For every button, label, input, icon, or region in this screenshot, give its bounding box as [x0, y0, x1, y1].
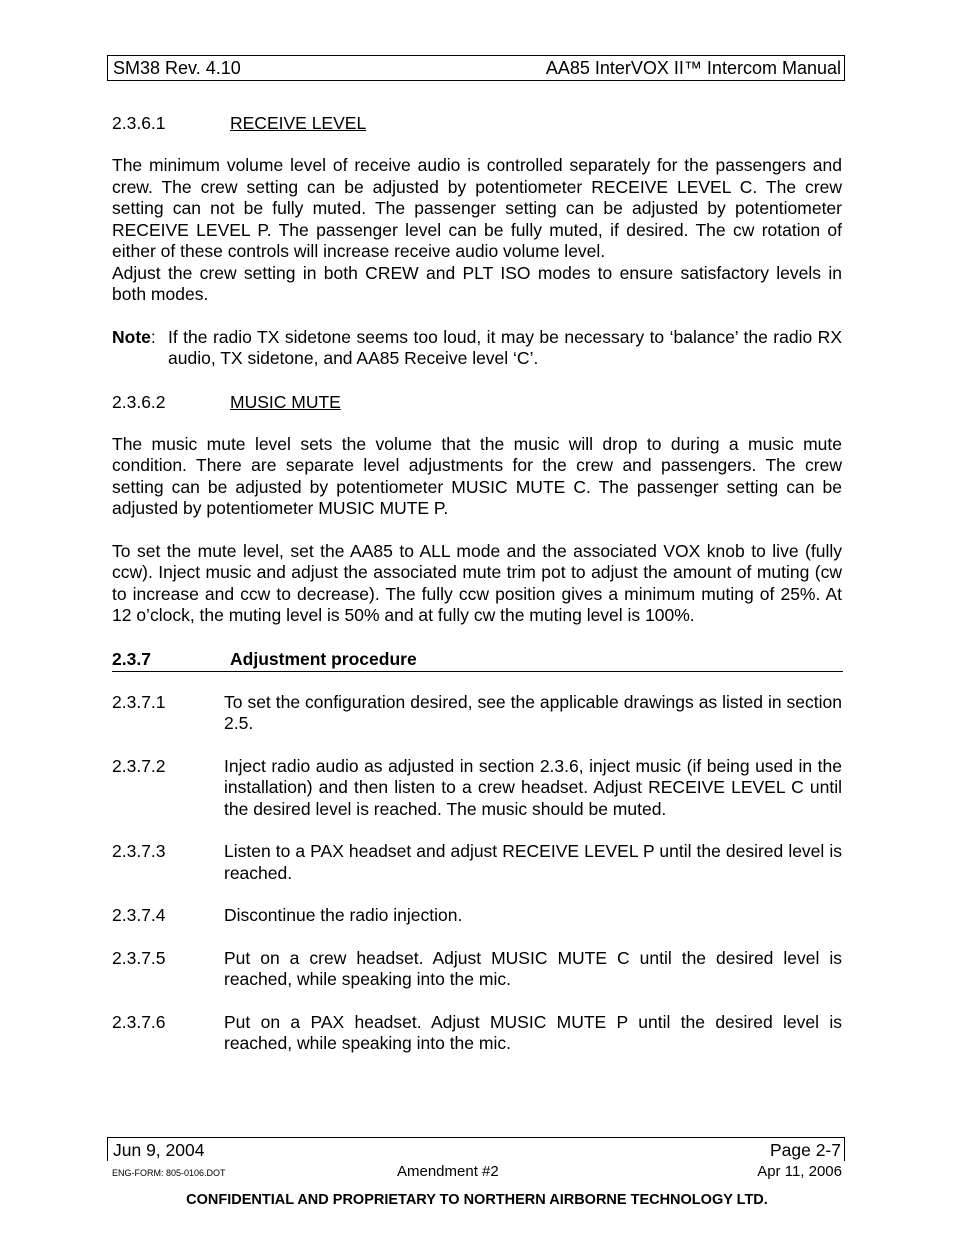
document-id: SM38 Rev. 4.10 — [113, 58, 241, 78]
amendment: Amendment #2 — [397, 1163, 499, 1180]
manual-title: AA85 InterVOX II™ Intercom Manual — [545, 58, 841, 78]
section-title: Adjustment procedure — [230, 648, 417, 669]
note-text: If the radio TX sidetone seems too loud, it may be necessary to ‘balance’ the radio RX audio, TX sidetone, and AA85 Receive level ‘C’. — [168, 326, 842, 368]
step-number: 2.3.7.2 — [112, 755, 166, 776]
procedure-step — [112, 841, 842, 884]
procedure-step — [112, 948, 842, 991]
section-title: RECEIVE LEVEL — [230, 113, 367, 133]
section-number: 2.3.7 — [112, 648, 151, 669]
section-heading-2362 — [112, 391, 842, 413]
page-footer — [107, 1137, 845, 1161]
section-number: 2.3.6.2 — [112, 391, 166, 412]
step-number: 2.3.7.3 — [112, 841, 166, 861]
section-heading-237 — [112, 648, 843, 672]
section-number: 2.3.6.1 — [112, 113, 166, 133]
step-number: 2.3.7.4 — [112, 905, 166, 925]
issue-date: Jun 9, 2004 — [113, 1140, 205, 1160]
step-text: Put on a crew headset. Adjust MUSIC MUTE C until the desired level is reached, while speaking into the mic. — [224, 947, 842, 989]
form-id: ENG-FORM: 805-0106.DOT — [112, 1168, 226, 1178]
step-text: Discontinue the radio injection. — [224, 905, 463, 925]
footer-meta — [107, 1161, 845, 1187]
procedure-step — [112, 1012, 842, 1055]
procedure-step — [112, 692, 842, 735]
step-number: 2.3.7.6 — [112, 1011, 166, 1032]
procedure-step — [112, 905, 842, 927]
step-text: Listen to a PAX headset and adjust RECEIVE LEVEL P until the desired level is reached. — [224, 841, 842, 883]
paragraph: The minimum volume level of receive audio is controlled separately for the passengers and crew. The crew setting can be adjusted by potentiometer RECEIVE LEVEL C. The crew setting can not be fully muted. The passenger setting can be adjusted by potentiometer RECEIVE LEVEL P. The passenger level can be fully muted, if desired. The cw rotation of either of these controls will increase receive audio volume level. — [112, 155, 842, 261]
confidentiality-notice: CONFIDENTIAL AND PROPRIETARY TO NORTHERN AIRBORNE TECHNOLOGY LTD. — [186, 1192, 768, 1208]
note-label: Note: — [112, 326, 156, 347]
section-heading-2361 — [112, 112, 842, 134]
page-number: Page 2-7 — [769, 1140, 841, 1160]
step-text: Inject radio audio as adjusted in section 2.3.6, inject music (if being used in the installation) and then listen to a crew headset. Adjust RECEIVE LEVEL C until the desired level is reached. The music should be muted. — [224, 755, 842, 819]
step-text: To set the configuration desired, see the applicable drawings as listed in section 2.5. — [224, 691, 842, 733]
procedure-step — [112, 756, 842, 821]
note — [112, 327, 842, 370]
amendment-date: Apr 11, 2006 — [757, 1163, 842, 1180]
paragraph: The music mute level sets the volume that the music will drop to during a music mute condition. There are separate level adjustments for the crew and passengers. The crew setting can be adjusted by potentiometer MUSIC MUTE C. The passenger setting can be adjusted by potentiometer MUSIC MUTE P. — [112, 433, 842, 518]
paragraph: To set the mute level, set the AA85 to ALL mode and the associated VOX knob to live (fully ccw). Inject music and adjust the associated mute trim pot to adjust the amount of muting (cw to increase and ccw to decrease). The fully ccw position gives a minimum muting of 25%. At 12 o’clock, the muting level is 50% and at fully cw the muting level is 100%. — [112, 540, 842, 625]
page-content — [112, 112, 842, 1055]
step-text: Put on a PAX headset. Adjust MUSIC MUTE P until the desired level is reached, while speaking into the mic. — [224, 1011, 842, 1053]
step-number: 2.3.7.1 — [112, 691, 166, 712]
section-title: MUSIC MUTE — [230, 391, 341, 412]
paragraph: Adjust the crew setting in both CREW and PLT ISO modes to ensure satisfactory levels in both modes. — [112, 262, 842, 304]
page-header — [107, 55, 845, 81]
step-number: 2.3.7.5 — [112, 947, 166, 968]
